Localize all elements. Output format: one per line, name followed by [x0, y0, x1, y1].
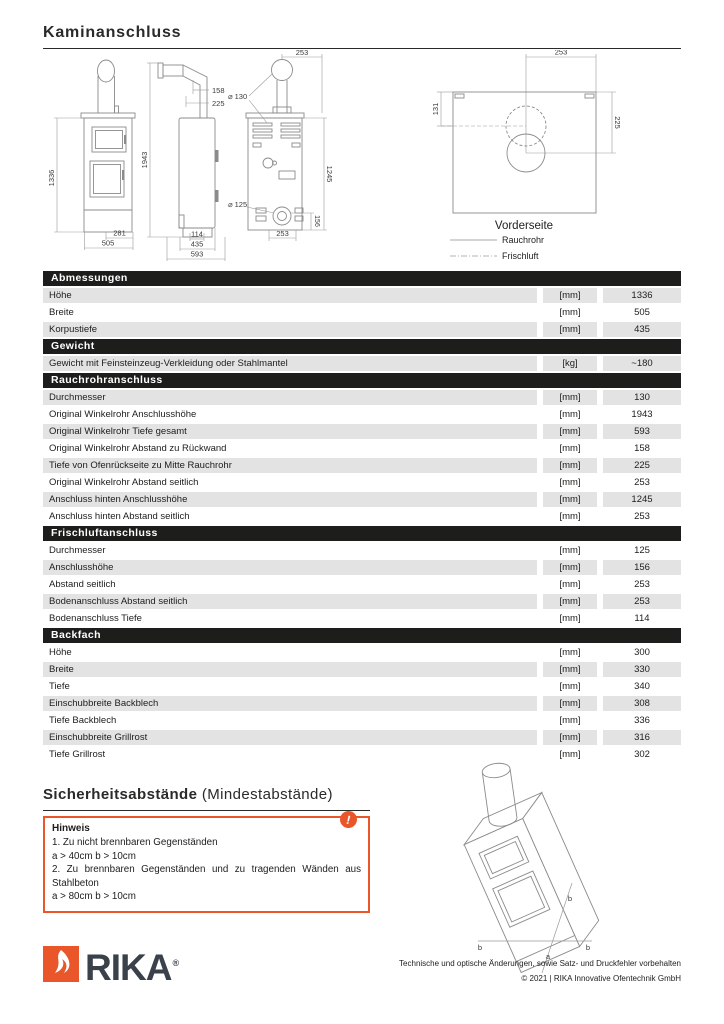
row-unit: [mm] — [543, 696, 597, 711]
row-value: 340 — [634, 681, 650, 692]
row-value: 225 — [603, 458, 681, 473]
dimension-label: 593 — [190, 249, 204, 259]
row-value: 253 — [634, 477, 650, 488]
row-unit: [mm] — [559, 545, 581, 556]
row-value: 158 — [634, 443, 650, 454]
dimension-label: 281 — [113, 228, 126, 238]
dimension-label: 1245 — [325, 165, 334, 183]
warning-icon: ! — [338, 809, 359, 830]
hinweis-box — [43, 812, 370, 913]
row-value: 300 — [634, 647, 650, 658]
top-view-caption: Vorderseite — [494, 220, 554, 232]
row-label: Einschubbreite Backblech — [43, 696, 537, 711]
front-view-drawing — [81, 60, 135, 232]
row-value: 253 — [634, 579, 650, 590]
dimension-label: 1336 — [47, 169, 56, 187]
diameter-label: ⌀ 125 — [228, 200, 248, 209]
spec-tables — [43, 271, 681, 764]
distance-label-b: b — [477, 943, 483, 952]
row-value: 1245 — [603, 492, 681, 507]
row-label: Bodenanschluss Tiefe — [49, 613, 142, 624]
row-value: 130 — [603, 390, 681, 405]
dimension-label: 253 — [276, 229, 289, 238]
table-row — [43, 407, 681, 422]
table-row — [43, 509, 681, 524]
table-row — [43, 560, 681, 575]
row-value: 435 — [603, 322, 681, 337]
row-unit: [mm] — [543, 458, 597, 473]
rika-logo — [43, 946, 179, 988]
row-unit: [mm] — [543, 492, 597, 507]
back-view-drawing — [246, 60, 304, 231]
row-unit: [mm] — [559, 307, 581, 318]
row-label: Anschlusshöhe — [43, 560, 537, 575]
table-row — [43, 475, 681, 490]
row-label: Original Winkelrohr Anschlusshöhe — [49, 409, 197, 420]
footer-line-2: © 2021 | RIKA Innovative Ofentechnik GmbH — [521, 974, 681, 983]
dimension-label: 1943 — [140, 151, 149, 169]
diameter-label: ⌀ 130 — [228, 92, 248, 101]
table-row — [43, 730, 681, 745]
dimension-label: 225 — [212, 99, 225, 108]
row-value: 253 — [634, 511, 650, 522]
row-unit: [kg] — [543, 356, 597, 371]
row-label: Durchmesser — [49, 545, 106, 556]
row-value: 156 — [603, 560, 681, 575]
row-unit: [mm] — [543, 594, 597, 609]
row-label: Tiefe Grillrost — [49, 749, 106, 760]
top-view-drawing — [453, 92, 596, 213]
row-unit: [mm] — [543, 288, 597, 303]
row-value: ~180 — [603, 356, 681, 371]
row-label: Einschubbreite Grillrost — [43, 730, 537, 745]
row-value: 336 — [634, 715, 650, 726]
row-value: 302 — [634, 749, 650, 760]
table-row — [43, 458, 681, 473]
row-label: Höhe — [49, 647, 72, 658]
table-row — [43, 424, 681, 439]
row-unit: [mm] — [543, 560, 597, 575]
row-label: Original Winkelrohr Tiefe gesamt — [43, 424, 537, 439]
row-label: Korpustiefe — [43, 322, 537, 337]
row-label: Breite — [43, 662, 537, 677]
distance-label-b: b — [567, 894, 573, 903]
iso-drawing — [420, 758, 665, 988]
row-label: Original Winkelrohr Abstand zu Rückwand — [49, 443, 227, 454]
row-unit: [mm] — [543, 730, 597, 745]
row-value: 125 — [634, 545, 650, 556]
hinweis-lines — [52, 836, 361, 904]
row-unit: [mm] — [543, 390, 597, 405]
row-unit: [mm] — [559, 647, 581, 658]
flame-icon — [43, 946, 79, 982]
table-row — [43, 356, 681, 371]
legend-label-rauchrohr: Rauchrohr — [502, 235, 545, 245]
row-label: Tiefe von Ofenrückseite zu Mitte Rauchrohr — [43, 458, 537, 473]
row-label: Tiefe Backblech — [49, 715, 117, 726]
row-label: Durchmesser — [43, 390, 537, 405]
hinweis-line: 1. Zu nicht brennbaren Gegenständen — [52, 837, 218, 848]
table-row — [43, 305, 681, 320]
safety-title: Sicherheitsabstände — [43, 786, 198, 803]
dimension-label: 505 — [101, 238, 115, 248]
table-section-header: Frischluftanschluss — [43, 526, 681, 541]
row-label: Höhe — [43, 288, 537, 303]
row-unit: [mm] — [543, 322, 597, 337]
distance-label-b: b — [585, 943, 591, 952]
table-section-header: Backfach — [43, 628, 681, 643]
logo-wordmark: RIKA® — [85, 947, 179, 988]
hinweis-title: Hinweis — [52, 823, 90, 834]
table-row — [43, 288, 681, 303]
row-unit: [mm] — [559, 511, 581, 522]
safety-heading — [43, 786, 370, 811]
top-view-dimensions — [437, 54, 616, 153]
row-value: 330 — [603, 662, 681, 677]
row-label: Abstand seitlich — [49, 579, 116, 590]
drawing-legend — [450, 235, 544, 261]
row-value: 253 — [603, 594, 681, 609]
row-value: 593 — [603, 424, 681, 439]
table-section-header: Rauchrohranschluss — [43, 373, 681, 388]
table-row — [43, 390, 681, 405]
table-row — [43, 543, 681, 558]
table-row — [43, 441, 681, 456]
row-unit: [mm] — [559, 579, 581, 590]
dimension-label: 253 — [554, 50, 568, 57]
hinweis-line: a > 40cm b > 10cm — [52, 850, 136, 862]
row-value: 316 — [603, 730, 681, 745]
footer — [399, 956, 681, 986]
row-value: 114 — [634, 613, 650, 624]
dimension-label: 225 — [613, 116, 622, 129]
table-row — [43, 577, 681, 592]
row-value: 505 — [634, 307, 650, 318]
table-row — [43, 662, 681, 677]
row-unit: [mm] — [543, 662, 597, 677]
table-section-header: Gewicht — [43, 339, 681, 354]
safety-subtitle: (Mindestabstände) — [197, 786, 333, 803]
table-row — [43, 611, 681, 626]
dimension-label: 131 — [431, 102, 440, 116]
table-row — [43, 696, 681, 711]
row-unit: [mm] — [559, 715, 581, 726]
row-value: 308 — [603, 696, 681, 711]
footer-line-1: Technische und optische Änderungen, sowie Satz- und Druckfehler vorbehalten — [399, 959, 681, 968]
row-unit: [mm] — [559, 613, 581, 624]
table-row — [43, 322, 681, 337]
row-label: Gewicht mit Feinsteinzeug-Verkleidung oder Stahlmantel — [43, 356, 537, 371]
row-label: Original Winkelrohr Abstand seitlich — [49, 477, 199, 488]
table-row — [43, 492, 681, 507]
row-unit: [mm] — [559, 681, 581, 692]
registered-mark: ® — [172, 958, 179, 968]
row-unit: [mm] — [543, 424, 597, 439]
dimension-label: 435 — [190, 239, 204, 249]
table-section-header: Abmessungen — [43, 271, 681, 286]
technical-drawings — [0, 50, 724, 275]
table-row — [43, 594, 681, 609]
table-row — [43, 679, 681, 694]
row-unit: [mm] — [559, 443, 581, 454]
row-label: Breite — [49, 307, 74, 318]
dimension-label: 114 — [191, 229, 203, 239]
row-label: Tiefe — [49, 681, 70, 692]
hinweis-line: a > 80cm b > 10cm — [52, 891, 136, 902]
row-unit: [mm] — [559, 477, 581, 488]
hinweis-line: 2. Zu brennbaren Gegenständen und zu tragenden Wänden aus Stahlbeton — [52, 864, 361, 889]
row-label: Bodenanschluss Abstand seitlich — [43, 594, 537, 609]
table-row — [43, 713, 681, 728]
page-title: Kaminanschluss — [43, 24, 681, 49]
dimension-label: 158 — [212, 86, 225, 95]
row-label: Anschluss hinten Abstand seitlich — [49, 511, 190, 522]
distance-label-a: a — [545, 952, 551, 961]
legend-label-frischluft: Frischluft — [502, 251, 539, 261]
row-value: 1943 — [631, 409, 653, 420]
dimension-label: 156 — [313, 215, 320, 227]
row-value: 1336 — [603, 288, 681, 303]
side-view-drawing — [158, 63, 219, 237]
row-label: Anschluss hinten Anschlusshöhe — [43, 492, 537, 507]
table-row — [43, 645, 681, 660]
row-unit: [mm] — [559, 749, 581, 760]
dimension-label: 253 — [295, 50, 309, 57]
row-unit: [mm] — [559, 409, 581, 420]
